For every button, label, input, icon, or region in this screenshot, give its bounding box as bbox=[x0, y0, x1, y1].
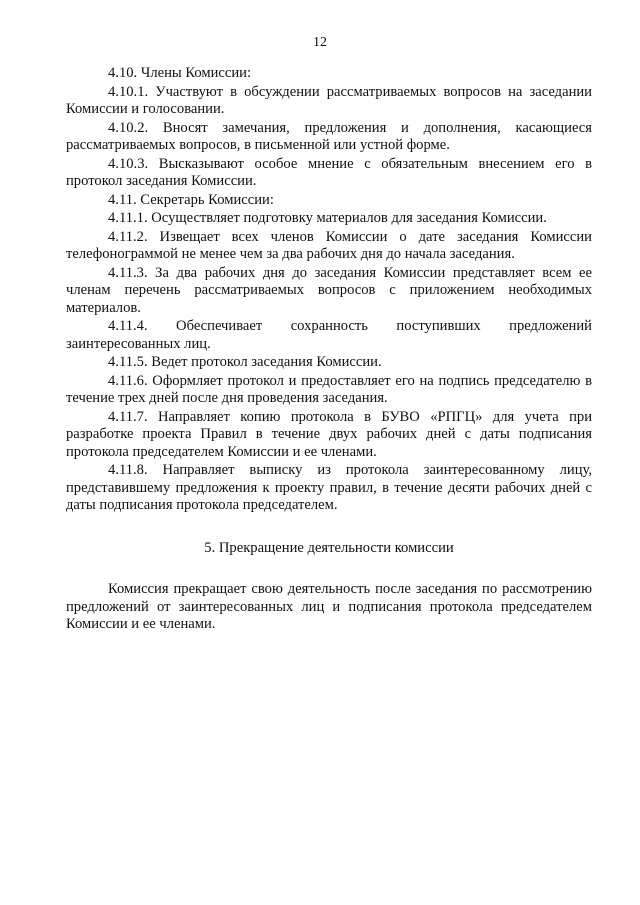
section-5-paragraph: Комиссия прекращает свою деятельность после заседания по рассмотрению предложений от заинтересованных лиц и подписания протокола председателем Комиссии и ее членами. bbox=[66, 581, 592, 633]
paragraph-4-10: 4.10. Члены Комиссии: bbox=[108, 65, 252, 81]
paragraph-4-11-3: 4.11.3. За два рабочих дня до заседания Комиссии представляет всем ее членам перечень рассматриваемых вопросов с приложением необходимых материалов. bbox=[66, 264, 592, 316]
paragraph-4-11-6: 4.11.6. Оформляет протокол и предоставляет его на подпись председателю в течение трех дней после дня проведения заседания. bbox=[66, 372, 592, 407]
paragraph-4-11-8: 4.11.8. Направляет выписку из протокола заинтересованному лицу, представившему предложения к проекту правил, в течение десяти рабочих дней с даты подписания протокола председателем. bbox=[66, 462, 592, 513]
page-number: 12 bbox=[313, 35, 327, 50]
paragraph-4-10-3: 4.10.3. Высказывают особое мнение с обязательным внесением его в протокол заседания Комиссии. bbox=[66, 155, 592, 189]
paragraph-4-11-4: 4.11.4. Обеспечивает сохранность поступивших предложений заинтересованных лиц. bbox=[66, 318, 592, 352]
section-5-title: 5. Прекращение деятельности комиссии bbox=[204, 540, 454, 557]
paragraph-4-11-2: 4.11.2. Извещает всех членов Комиссии о дате заседания Комиссии телефонограммой не менее чем за два рабочих дня до начала заседания. bbox=[66, 228, 592, 263]
paragraph-4-11-7: 4.11.7. Направляет копию протокола в БУВО «РПГЦ» для учета при разработке проекта Правил в течение двух рабочих дней с даты подписания протокола председателем Комиссии и ее членами. bbox=[66, 408, 592, 460]
paragraph-4-11-1: 4.11.1. Осуществляет подготовку материалов для заседания Комиссии. bbox=[108, 210, 547, 227]
paragraph-4-10-2: 4.10.2. Вносят замечания, предложения и дополнения, касающиеся рассматриваемых вопросов, в письменной или устной форме. bbox=[66, 119, 592, 153]
paragraph-4-11-5: 4.11.5. Ведет протокол заседания Комиссии. bbox=[108, 354, 382, 371]
paragraph-4-11: 4.11. Секретарь Комиссии: bbox=[108, 191, 274, 208]
paragraph-4-10-1: 4.10.1. Участвуют в обсуждении рассматриваемых вопросов на заседании Комиссии и голосовании. bbox=[66, 83, 592, 117]
document-body bbox=[66, 65, 592, 635]
